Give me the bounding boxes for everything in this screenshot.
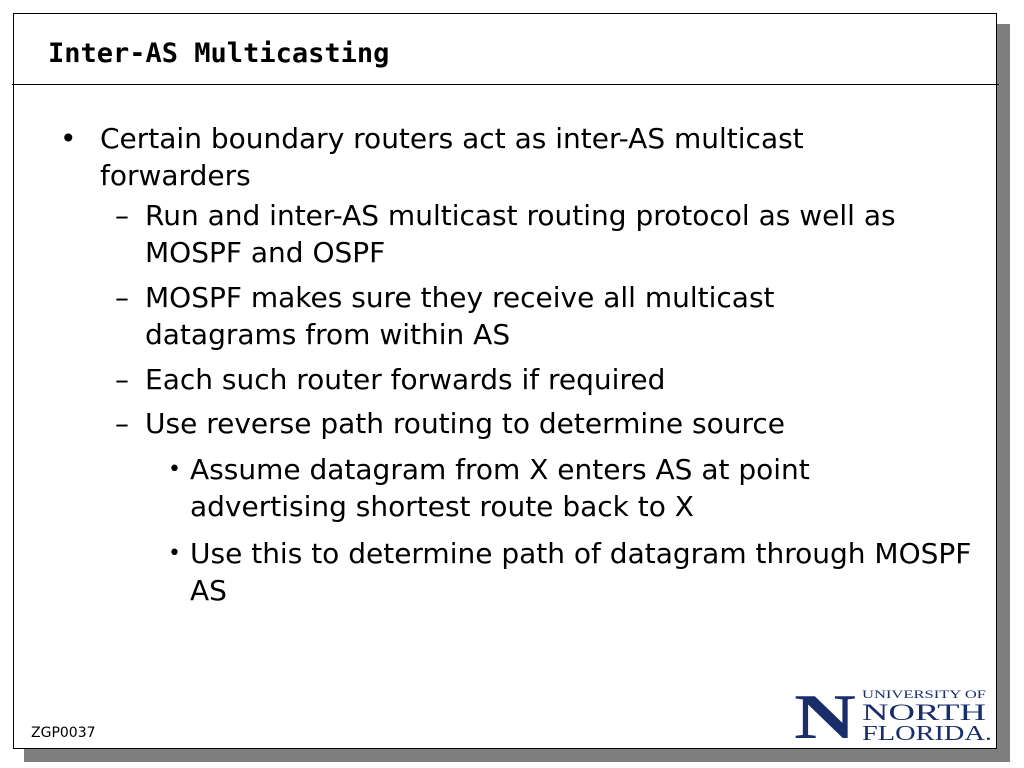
bullet-text: Certain boundary routers act as inter-AS multicast forwarders xyxy=(100,122,804,192)
bullet-text: Use this to determine path of datagram through MOSPF AS xyxy=(190,537,972,607)
dash-marker: – xyxy=(115,199,129,232)
dash-marker: – xyxy=(115,281,129,314)
bullet-level3 xyxy=(168,535,980,609)
bullet-level3 xyxy=(168,451,920,525)
logo-letter: N xyxy=(794,686,856,742)
bullet-marker: • xyxy=(168,457,181,482)
bullet-level1 xyxy=(60,120,940,194)
dash-marker: – xyxy=(115,363,129,396)
dash-marker: – xyxy=(115,407,129,440)
slide-code: ZGP0037 xyxy=(31,725,96,741)
bullet-text: Assume datagram from X enters AS at point advertising shortest route back to X xyxy=(190,453,810,523)
bullet-level2 xyxy=(115,405,975,442)
bullet-level2 xyxy=(115,279,905,353)
bullet-text: Each such router forwards if required xyxy=(145,363,666,396)
bullet-text: MOSPF makes sure they receive all multicast datagrams from within AS xyxy=(145,281,775,351)
logo-line-university: UNIVERSITY OF xyxy=(862,687,987,701)
slide-title: Inter-AS Multicasting xyxy=(48,38,390,69)
title-divider xyxy=(12,84,999,85)
unf-logo xyxy=(794,686,994,742)
bullet-text: Run and inter-AS multicast routing protocol as well as MOSPF and OSPF xyxy=(145,199,896,269)
bullet-marker: • xyxy=(168,541,181,566)
bullet-level2 xyxy=(115,197,975,271)
bullet-text: Use reverse path routing to determine source xyxy=(145,407,786,440)
bullet-level2 xyxy=(115,361,975,398)
logo-line-florida: FLORIDA. xyxy=(862,721,992,742)
logo-line-north: NORTH xyxy=(862,700,986,725)
bullet-marker: • xyxy=(60,122,77,155)
